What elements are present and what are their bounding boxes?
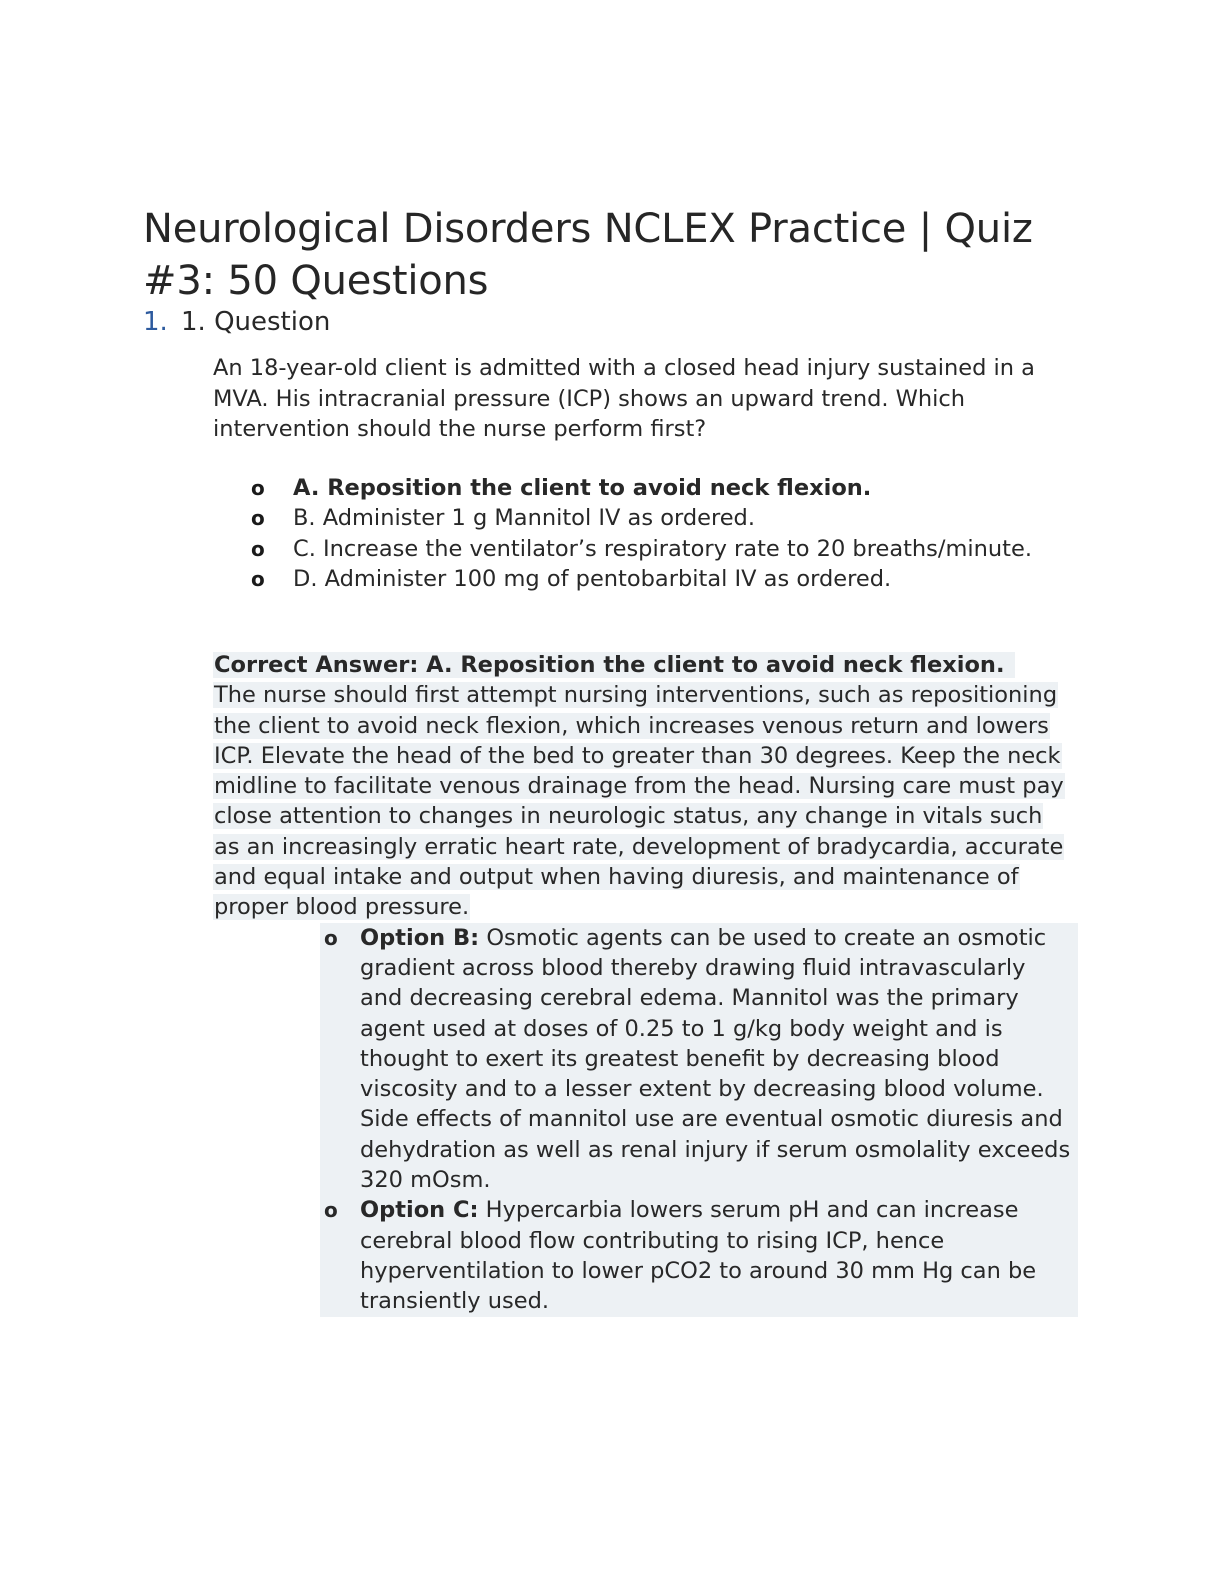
bullet-icon: o bbox=[251, 536, 265, 561]
answer-option-label: A. Reposition the client to avoid neck flexion. bbox=[293, 474, 872, 501]
explanation-sub-list bbox=[320, 923, 1078, 1317]
answer-option-c[interactable] bbox=[251, 534, 1081, 565]
question-block bbox=[143, 305, 1103, 595]
answer-option-label: D. Administer 100 mg of pentobarbital IV as ordered. bbox=[293, 566, 892, 592]
bullet-icon: o bbox=[251, 506, 265, 530]
explanation-option-c bbox=[320, 1195, 1078, 1316]
answer-options-list bbox=[251, 473, 1081, 595]
correct-answer-label: Correct Answer: A. Reposition the client to avoid neck flexion. bbox=[214, 652, 1005, 678]
explanation-option-label: Option B: bbox=[360, 924, 480, 951]
page-title: Neurological Disorders NCLEX Practice | Quiz #3: 50 Questions bbox=[143, 205, 1033, 304]
explanation-option-body bbox=[360, 1195, 1078, 1316]
bullet-icon: o bbox=[324, 1198, 338, 1223]
explanation-option-text: Hypercarbia lowers serum pH and can increase cerebral blood flow contributing to rising ICP, hence hyperventilation to lower pCO2 to around 30 mm Hg can be transiently used. bbox=[360, 1197, 1037, 1315]
bullet-icon: o bbox=[251, 475, 265, 500]
answer-option-label: B. Administer 1 g Mannitol IV as ordered. bbox=[293, 505, 755, 531]
explanation-option-label: Option C: bbox=[360, 1197, 479, 1224]
question-stem: An 18-year-old client is admitted with a closed head injury sustained in a MVA. His intracranial pressure (ICP) shows an upward trend. Which intervention should the nurse perform first? bbox=[213, 355, 1035, 442]
question-heading bbox=[143, 305, 1103, 339]
bullet-icon: o bbox=[251, 567, 265, 591]
explanation-option-body bbox=[360, 923, 1078, 1196]
explanation-option-text: Osmotic agents can be used to create an osmotic gradient across blood thereby drawing fluid intravascularly and decreasing cerebral edema. Mannitol was the primary agent used at doses of 0.25 to 1 g/kg body weight and is thought to exert its greatest benefit by decreasing blood viscosity and to a lesser extent by decreasing blood volume. Side effects of mannitol use are eventual osmotic diuresis and dehydration as well as renal injury if serum osmolality exceeds 320 mOsm. bbox=[360, 924, 1071, 1194]
answer-option-label: C. Increase the ventilator’s respiratory rate to 20 breaths/minute. bbox=[293, 535, 1032, 562]
explanation-paragraph bbox=[213, 650, 1071, 923]
bullet-icon: o bbox=[324, 925, 338, 950]
explanation-block bbox=[213, 650, 1083, 1317]
explanation-rationale: The nurse should first attempt nursing interventions, such as repositioning the client to avoid neck flexion, which increases venous return and lowers ICP. Elevate the head of the bed to greater than 30 degrees. Keep the neck midline to facilitate venous drainage from the head. Nursing care must pay close attention to changes in neurologic status, any change in vitals such as an increasingly erratic heart rate, development of bradycardia, accurate and equal intake and output when having diuresis, and maintenance of proper blood pressure. bbox=[214, 682, 1064, 921]
question-heading-label: 1. Question bbox=[181, 307, 331, 337]
explanation-option-b bbox=[320, 923, 1078, 1196]
ordered-list-marker: 1. bbox=[143, 307, 168, 337]
answer-option-d[interactable] bbox=[251, 564, 1081, 595]
answer-option-a[interactable] bbox=[251, 473, 1081, 504]
answer-option-b[interactable] bbox=[251, 503, 1081, 534]
